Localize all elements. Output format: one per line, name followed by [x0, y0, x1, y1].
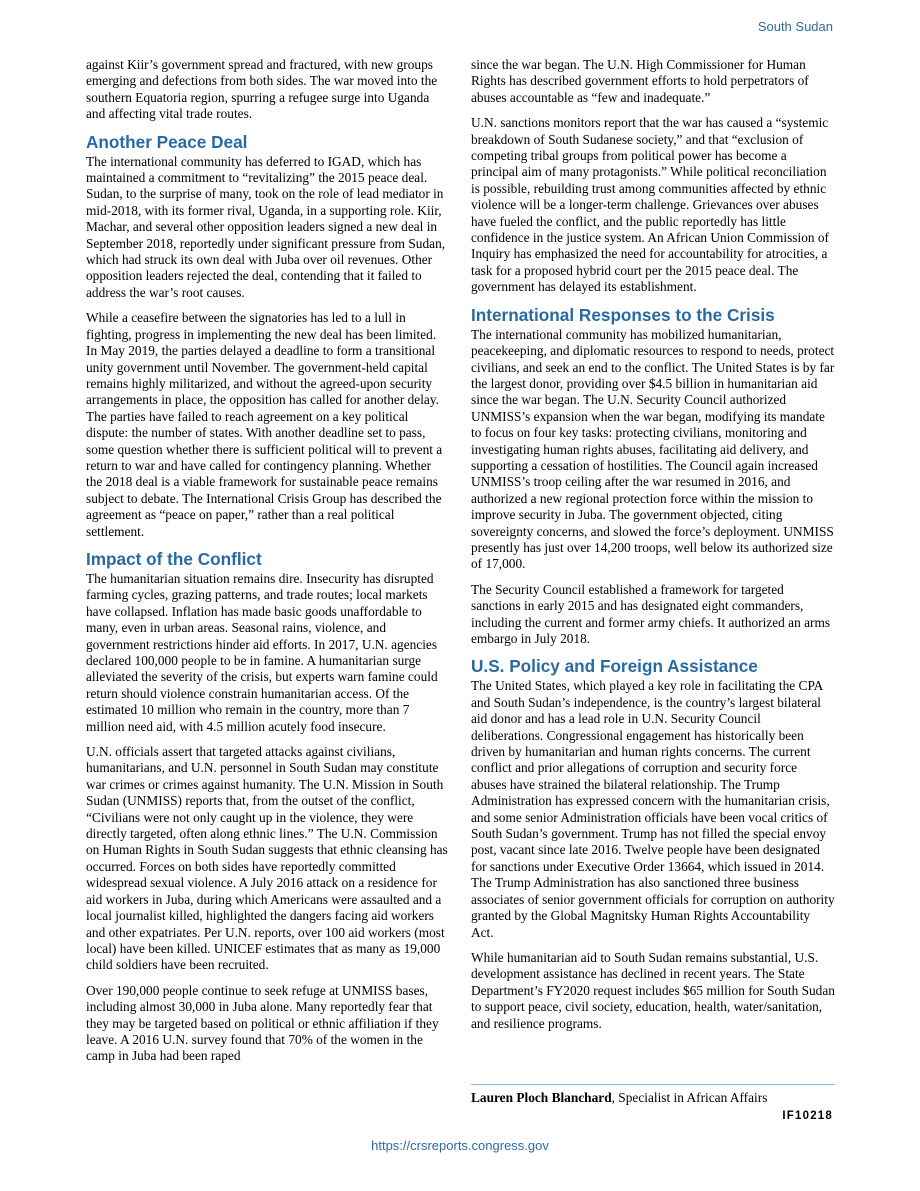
paragraph: The United States, which played a key role in facilitating the CPA and South Sudan’s independence, is the country’s largest bilateral aid donor and has a lead role in U.N. Security Council deliberations. Congressional engagement has historically been driven by humanitarian and human rights concerns. The current conflict and prior allegations of corruption and security force abuses have strained the bilateral relationship. The Trump Administration has expressed concern with the humanitarian crisis, and some senior Administration officials have been vocal critics of South Sudan’s government. Trump has not filled the special envoy post, vacant since late 2016. Twelve people have been designated for sanctions under Executive Order 13664, which issued in 2014. The Trump Administration has also sanctioned three business associates of senior government officials for corruption on authority granted by the Global Magnitsky Human Rights Accountability Act. [471, 678, 835, 940]
footer-url-link[interactable]: https://crsreports.congress.gov [371, 1138, 549, 1153]
paragraph: against Kiir’s government spread and fractured, with new groups emerging and defections from both sides. The war moved into the southern Equatoria region, spurring a refugee surge into Uganda and affecting vital trade routes. [86, 57, 438, 122]
paragraph: Over 190,000 people continue to seek refuge at UNMISS bases, including almost 30,000 in Juba alone. Many reportedly fear that they may be targeted based on political or ethnic affiliation if they leave. A 2016 U.N. survey found that 70% of the women in the camp in Juba had been raped [86, 982, 439, 1064]
paragraph: The humanitarian situation remains dire. Insecurity has disrupted farming cycles, grazing patterns, and trade routes; local markets have collapsed. Inflation has made basic goods unaffordable to many, even in urban areas. Seasonal rains, violence, and government restrictions hinder aid efforts. In 2017, U.N. agencies declared 100,000 people to be in famine. A humanitarian surge alleviated the severity of the crisis, but experts warn famine could return should violence constrain humanitarian access. Of the estimated 10 million who remain in the country, more than 7 million need aid, with 4.5 million acutely food insecure. [86, 570, 438, 734]
author-title: , Specialist in African Affairs [611, 1090, 768, 1105]
paragraph: The Security Council established a framework for targeted sanctions in early 2015 and has designated eight commanders, including the current and former army chiefs. It authorized an arms embargo in July 2018. [471, 581, 831, 646]
report-id: IF10218 [782, 1110, 833, 1122]
section-heading-international-responses: International Responses to the Crisis [471, 304, 775, 325]
section-heading-impact-of-the-conflict: Impact of the Conflict [86, 548, 262, 569]
author-name: Lauren Ploch Blanchard [471, 1090, 612, 1105]
right-column [471, 57, 835, 1077]
paragraph: The international community has deferred to IGAD, which has maintained a commitment to “revitalizing” the 2015 peace deal. Sudan, to the surprise of many, took on the role of lead mediator in mid-2018, with its former rival, Uganda, in a supporting role. Kiir, Machar, and several other opposition leaders signed a new deal in September 2018, reportedly under significant pressure from Sudan, which had struck its own deal with Juba over oil revenues. Other opposition leaders rejected the deal, contending that it failed to address the war’s root causes. [86, 153, 446, 300]
author-line [471, 1090, 767, 1106]
section-heading-us-policy: U.S. Policy and Foreign Assistance [471, 656, 758, 677]
section-heading-another-peace-deal: Another Peace Deal [86, 131, 248, 152]
author-divider [471, 1084, 835, 1085]
left-column [86, 57, 450, 1132]
paragraph: U.N. sanctions monitors report that the war has caused a “systemic breakdown of South Sudanese society,” and that “exclusion of competing tribal groups from political power has become a principal aim of many protagonists.” While political reconciliation is possible, rebuilding trust among communities affected by ethnic violence will be a longer-term challenge. Grievances over abuses have fueled the conflict, and the public reportedly has little confidence in the justice system. An African Union Commission of Inquiry has emphasized the need for accountability for atrocities, a task for a proposed hybrid court per the 2015 peace deal. The government has delayed its establishment. [471, 115, 830, 295]
paragraph: The international community has mobilized humanitarian, peacekeeping, and diplomatic resources to respond to needs, protect civilians, and seek an end to the conflict. The United States is by far the largest donor, providing over $4.5 billion in humanitarian aid since the war began. The U.N. Security Council authorized UNMISS’s expansion when the war began, modifying its mandate to focus on four key tasks: protecting civilians, monitoring and investigating human rights abuses, facilitating aid delivery, and supporting a cessation of hostilities. The Council again increased UNMISS’s troop ceiling after the war resumed in 2016, and authorized a new regional protection force within the mission to improve security in Juba. The government objected, citing sovereignty concerns, and slowed the force’s deployment. UNMISS presently has just over 14,200 troops, well below its authorized size of 17,000. [471, 326, 835, 572]
paragraph: While humanitarian aid to South Sudan remains substantial, U.S. development assistance has declined in recent years. The State Department’s FY2020 request includes $65 million for South Sudan to support peace, civil society, education, health, water/sanitation, and resilience programs. [471, 949, 835, 1031]
running-header-title: South Sudan [757, 19, 833, 34]
paragraph: While a ceasefire between the signatories has led to a lull in fighting, progress in implementing the new deal has been limited. In May 2019, the parties delayed a deadline to form a transitional unity government until November. The government-held capital remains highly militarized, and without the agreed-upon security arrangements in place, the opposition has called for another delay. The parties have failed to reach agreement on a key political dispute: the number of states. With another deadline set to pass, some question whether there is sufficient political will to prevent a return to war and have called for contingency planning. Whether the 2018 deal is a viable framework for sustainable peace remains subject to debate. The International Crisis Group has described the agreement as “peace on paper,” rather than a real political settlement. [86, 310, 443, 539]
paragraph: since the war began. The U.N. High Commissioner for Human Rights has described government efforts to hold perpetrators of abuses accountable as “few and inadequate.” [471, 57, 809, 105]
paragraph: U.N. officials assert that targeted attacks against civilians, humanitarians, and U.N. personnel in South Sudan may constitute war crimes or crimes against humanity. The U.N. Mission in South Sudan (UNMISS) reports that, from the outset of the conflict, “Civilians were not only caught up in the violence, they were directly targeted, often along ethnic lines.” The U.N. Commission on Human Rights in South Sudan suggests that ethnic cleansing has occurred. Forces on both sides have reportedly committed widespread sexual violence. A July 2016 attack on a residence for aid workers in Juba, during which Americans were assaulted and a local journalist killed, highlighted the dangers facing aid workers and other expatriates. Per U.N. reports, over 100 aid workers (most local) have been killed. UNICEF estimates that as many as 19,000 child soldiers have been recruited. [86, 744, 448, 973]
